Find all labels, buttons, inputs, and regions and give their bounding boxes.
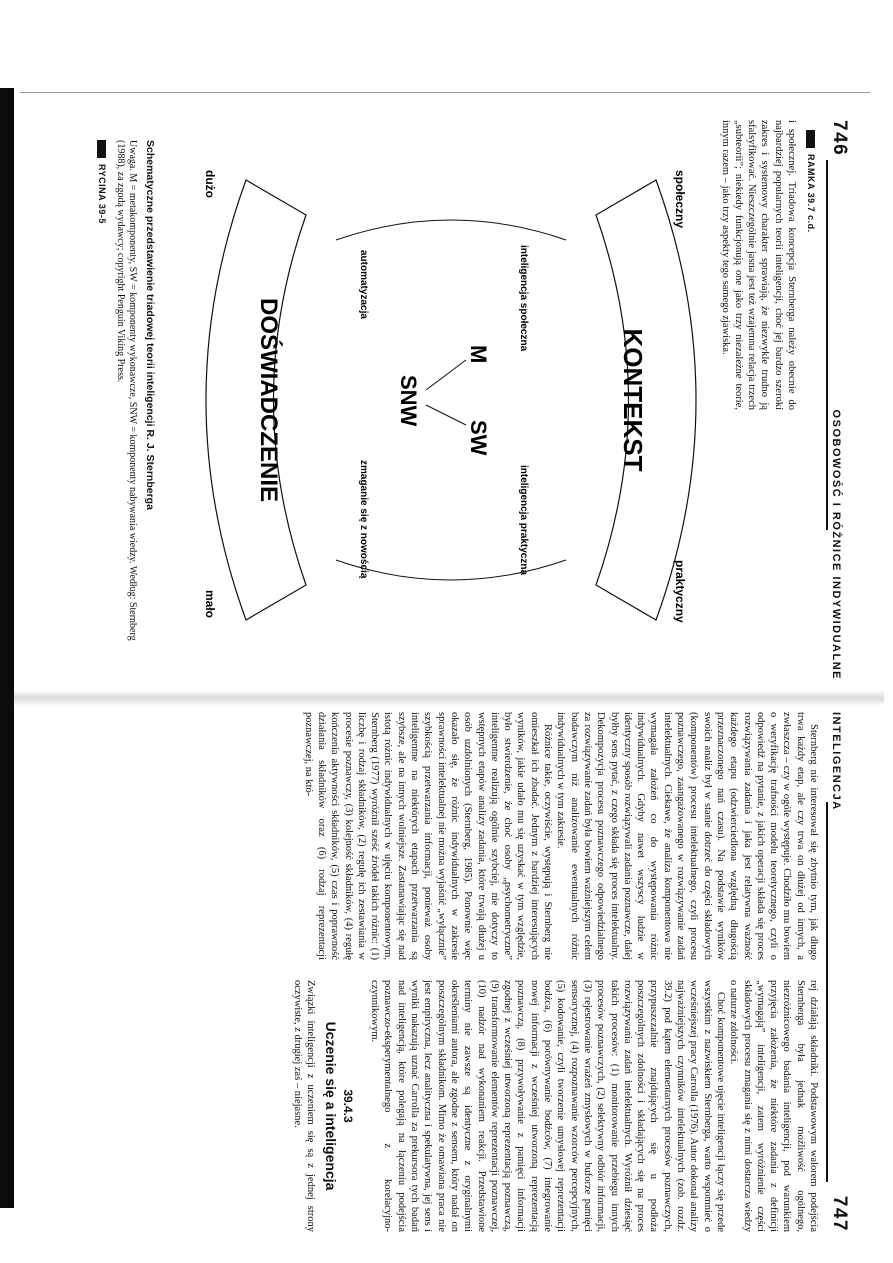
page-number: 746: [829, 120, 850, 157]
novelty-label: zmaganie się z nowością: [358, 460, 369, 579]
center-m: M: [466, 345, 491, 364]
center-snw: SNW: [396, 375, 421, 427]
left-inner-curve: [336, 220, 566, 240]
figure-caption: [96, 140, 156, 660]
social-intelligence-label: inteligencja społeczna: [518, 245, 529, 352]
caption-note: Uwaga. M = metakomponenty, SW = komponenty wykonawcze, SNW = komponenty nabywania wiedzy. Według: Sternberg (1988), za zgodą wydawcy; copyright Penguin Viking Press.: [115, 140, 138, 641]
page-746: [26, 120, 850, 680]
section-text: Związki inteligencji z uczeniem się są z jednej strony oczywiste, z drugiej zaś – niejasne.: [292, 980, 317, 1232]
header-rule-747: [826, 802, 828, 1182]
right-paragraph-1: rej działają składniki. Podstawowym walorem podejścia Sternberga była jednak możliwość ogólnego, niezróżnicowego badania inteligencji, pod warunkiem przyjęcia założenia, że niektóre zadania z definicji „wymagają” inteligencji, zatem wyróżnienie części składowych procesu zmagania się z nimi dostarcza wiedzy o naturze zdolności.: [728, 980, 819, 1232]
few-label: mało: [203, 590, 217, 619]
practical-label: praktyczny: [673, 560, 687, 623]
frame-bar: [806, 130, 815, 148]
link-sw-snw: [426, 405, 466, 425]
left-paragraph-1: Sternberg nie interesował się zbytnio tym, jak długo trwa każdy etap, ale czy trwa on dłużej od innych, a zwłaszcza – czy w ogóle występuje. Chodziło mu bowiem o weryfikację trafności modelu teoretycznego, czyli o odpowiedź na pytanie, z jakich operacji składa się proces rozwiązywania zadania i jaka jest relatywna ważność każdego etapu (odzwierciedlona względną długością przeznaczonego nań czasu). Na podstawie wyników swoich analiz był w stanie dotrzeć do części składowych (komponentów) procesu intelektualnego, czyli procesu poznawczego, zaangażowanego w rozwiązywanie zadań intelektualnych. Ciekawe, że analiza komponentowa nie wymagała założeń co do występowania różnic indywidualnych. Gdyby nawet wszyscy ludzie w identyczny sposób rozwiązywali zadania poznawcze, dalej byłby sens pytać, z czego składa się proces intelektualny. Dekompozycja procesu poznawczego odpowiedzialnego za rozwiązywanie zadań była bowiem ważniejszym celem badawczym niż analizowanie ewentualnych różnic indywidualnych w tym zakresie.: [555, 712, 819, 960]
scan-top-line: [20, 92, 870, 93]
frame-label-text: RAMKA 39.7 c.d.: [806, 154, 816, 233]
intro-text: i społecznej. Triadowa koncepcja Sternberga należy obecnie do najbardziej popularnych teorii inteligencji, choć jej bardzo szeroki zakres i systemowy charakter sprawiają, że niezwykle trudno ją sfalsyfikować. Nieszczególnie jasna jest też wzajemna relacja trzech „subteorii”; niekiedy funkcjonują one jako trzy niezależne teorie, innym razem – jako trzy aspekty tego samego zjawiska.: [719, 120, 797, 410]
many-label: dużo: [203, 170, 217, 198]
right-inner-curve: [336, 560, 566, 580]
right-column: [291, 980, 820, 1232]
figure-label: [96, 140, 108, 660]
link-m-sw: [426, 360, 466, 390]
intro-paragraph: [718, 120, 798, 410]
running-head-title: OSOBOWOŚĆ I RÓŻNICE INDYWIDUALNE: [830, 409, 842, 680]
page-gutter: [14, 690, 884, 706]
section-title: Uczenie się a inteligencja: [322, 1021, 339, 1191]
header-rule: [826, 160, 828, 530]
social-label: społeczny: [673, 170, 687, 229]
section-number: 39.4.3: [340, 1089, 355, 1123]
automation-label: automatyzacja: [358, 250, 369, 319]
page-number-747: 747: [829, 1195, 850, 1232]
caption-title: Schematyczne przedstawienie triadowej teorii inteligencji R. J. Sternberga: [144, 140, 156, 510]
running-head-747: [826, 712, 850, 1232]
frame-label: [806, 130, 816, 233]
left-column: [301, 712, 820, 960]
running-head: [826, 120, 850, 680]
center-sw: SW: [466, 420, 491, 456]
experience-label: DOŚWIADCZENIE: [255, 298, 282, 502]
page-747: [26, 712, 850, 1232]
figure-bar: [97, 140, 106, 158]
scan-edge: [0, 88, 14, 1208]
right-paragraph-2: Choć komponentowe ujęcie inteligencji łączy się przede wszystkim z nazwiskiem Sternberga, warto wspomnieć o wcześniejszej pracy Carrolla (1976). Autor dokonał analizy najważniejszych czynników intelektualnych (zob. rozdz. 39.2) pod kątem elementarnych procesów poznawczych, przypuszczalnie znajdujących się u podłoża poszczególnych zdolności i składających się na proces rozwiązywania zadań intelektualnych. Wyróżnił dziesięć takich procesów: (1) monitorowanie przebiegu innych procesów poznawczych, (2) selektywny odbiór informacji, (3) rejestrowanie wrażeń zmysłowych w buforze pamięci sensorycznej, (4) rozpoznawanie wzorców percepcyjnych, (5) kodowanie, czyli tworzenie umysłowej reprezentacji bodźca, (6) porównywanie bodźców, (7) integrowanie nowej informacji z wcześniej utworzoną reprezentacją poznawczą, (8) przywoływanie z pamięci informacji zgodnej z wcześniej utworzoną reprezentacją poznawczą, (9) transformowanie elementów reprezentacji poznawczej, (10) nadzór nad wykonaniem reakcji. Przedstawione terminy nie zawsze są identyczne z oryginalnymi określeniami autora, ale zgodne z sensem, który nadał on poszczególnym składnikom. Mimo że omawiana praca nie jest empiryczna, lecz analityczna i spekulatywna, jej sens i wyniki nakazują uznać Carrolla za prekursora tych badań nad inteligencją, które polegają na łączeniu podejścia poznawczo-eksperymentalnego z korelacyjno-czynnikowym.: [369, 980, 726, 1232]
practical-intelligence-label: inteligencja praktyczna: [518, 465, 529, 576]
context-label: KONTEKST: [618, 328, 648, 472]
left-paragraph-2: Różnice takie, oczywiście, występują i Sternberg nie omieszkał ich zbadać. Jednym z bardziej interesujących wyników, jakie udało mu się uzyskać w tym względzie, było stwierdzenie, że choć osoby „psychometryczne” inteligentne realizują ogólnie szybciej, nie dotyczy to wstępnych etapów analizy zadania, które trwają dłużej u osób uzdolnionych (Sternberg, 1985). Ponownie więc okazało się, że różnic indywidualnych w zakresie sprawności intelektualnej nie można wyjaśnić „wyłącznie” szybkością przetwarzania informacji, ponieważ osoby inteligentne na niektórych etapach przetwarzania są szybsze, ale na innych wolniejsze. Zastanawiając się nad istotą różnic indywidualnych w ujęciu komponentowym, Sternberg (1977) wyróżnił sześć źródeł takich różnic: (1) liczbę i rodzaj składników, (2) regułę ich zestawiania w procesie poznawczy, (3) kolejność składników, (4) regułę kończenia aktywności składników, (5) czas i poprawność działania składników oraz (6) rodzaj reprezentacji poznawczej, na któ-: [302, 712, 554, 960]
figure-label-text: RYCINA 39-5: [97, 164, 107, 224]
running-head-title-747: INTELIGENCJA: [830, 712, 842, 811]
triad-diagram: [176, 140, 716, 660]
